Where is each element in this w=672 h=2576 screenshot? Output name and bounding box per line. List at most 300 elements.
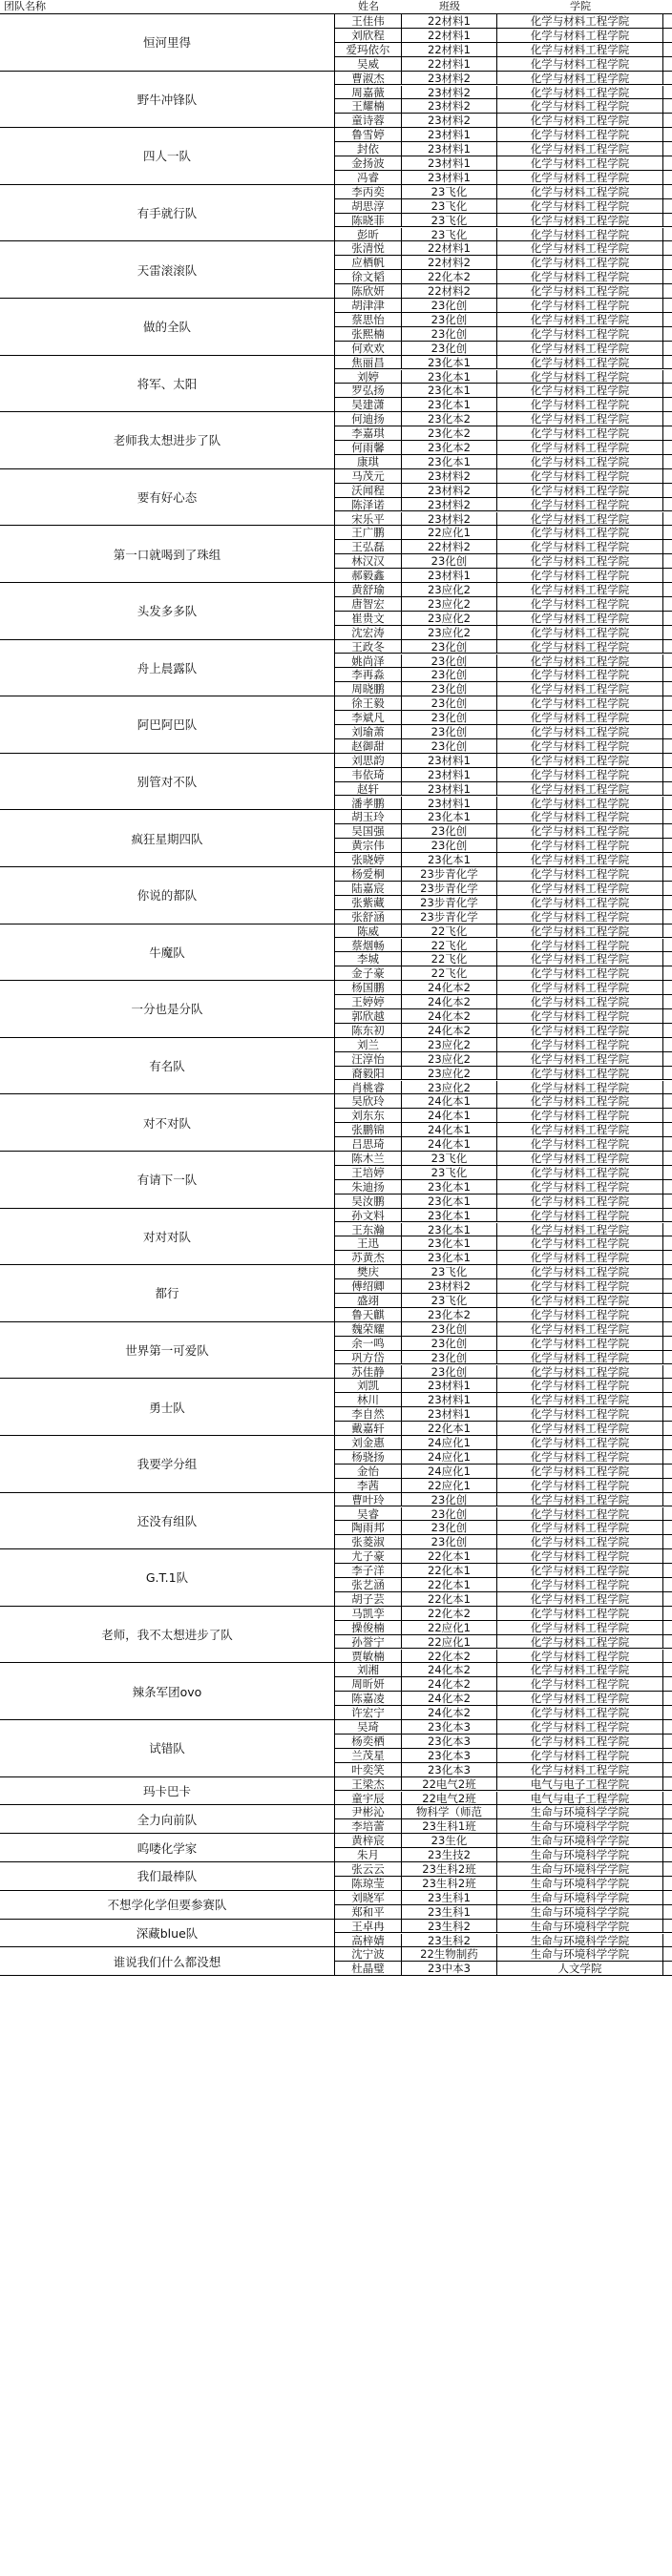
member-school-cell: 化学与材料工程学院 (497, 1592, 663, 1606)
member-school-cell: 化学与材料工程学院 (497, 398, 663, 411)
member-name-cell: 余一鸣 (335, 1337, 402, 1350)
member-name-cell: 张鹏锦 (335, 1123, 402, 1136)
member-school-cell: 化学与材料工程学院 (497, 839, 663, 852)
table-row (335, 455, 672, 469)
table-row (335, 1535, 672, 1549)
table-row (335, 810, 672, 824)
table-row (335, 1109, 672, 1123)
member-school-cell: 化学与材料工程学院 (497, 57, 663, 71)
member-name-cell: 张晓婷 (335, 853, 402, 866)
table-row (335, 1819, 672, 1834)
member-class-cell: 23飞化 (402, 214, 497, 227)
table-row (335, 14, 672, 29)
member-name-cell: 崔贵文 (335, 612, 402, 625)
member-school-cell: 化学与材料工程学院 (497, 1578, 663, 1591)
member-name-cell: 张菱淑 (335, 1535, 402, 1548)
table-row (335, 342, 672, 356)
member-class-cell: 23生科2班 (402, 1877, 497, 1890)
member-class-cell: 23材料1 (402, 156, 497, 170)
member-class-cell: 22材料1 (402, 241, 497, 255)
member-class-cell: 23材料1 (402, 142, 497, 156)
member-name-cell: 封依 (335, 142, 402, 156)
member-school-cell: 化学与材料工程学院 (497, 299, 663, 312)
member-class-cell: 23材料1 (402, 1379, 497, 1392)
table-row (335, 1763, 672, 1777)
member-name-cell: 沈宏涛 (335, 626, 402, 639)
member-class-cell: 22电气2班 (402, 1777, 497, 1791)
member-class-cell: 23生技2 (402, 1848, 497, 1861)
member-name-cell: 刘东东 (335, 1109, 402, 1122)
table-row (335, 1777, 672, 1792)
member-name-cell: 刘兰 (335, 1038, 402, 1051)
member-class-cell: 23化创 (402, 654, 497, 668)
member-school-cell: 化学与材料工程学院 (497, 1407, 663, 1421)
member-name-cell: 操俊楠 (335, 1621, 402, 1634)
table-row (335, 1792, 672, 1806)
member-class-cell: 23飞化 (402, 199, 497, 213)
member-class-cell: 22化本2 (402, 270, 497, 283)
table-row (335, 1891, 672, 1905)
member-school-cell: 化学与材料工程学院 (497, 1465, 663, 1478)
member-class-cell: 23生科1班 (402, 1819, 497, 1833)
member-name-cell: 李茜 (335, 1479, 402, 1492)
member-class-cell: 23材料2 (402, 86, 497, 99)
member-school-cell: 化学与材料工程学院 (497, 128, 663, 141)
member-school-cell: 化学与材料工程学院 (497, 1450, 663, 1464)
member-school-cell: 化学与材料工程学院 (497, 484, 663, 497)
member-name-cell: 陈晓菲 (335, 214, 402, 227)
member-school-cell: 化学与材料工程学院 (497, 1209, 663, 1222)
member-name-cell: 徐文韬 (335, 270, 402, 283)
table-row (335, 583, 672, 597)
member-school-cell: 化学与材料工程学院 (497, 342, 663, 355)
member-school-cell: 化学与材料工程学院 (497, 1621, 663, 1634)
member-class-cell: 22材料1 (402, 57, 497, 71)
member-name-cell: 刘晓军 (335, 1891, 402, 1904)
member-class-cell: 24化本2 (402, 981, 497, 994)
member-name-cell: 魏荣耀 (335, 1322, 402, 1336)
table-row (335, 327, 672, 342)
member-name-cell: 王卓冉 (335, 1920, 402, 1933)
member-name-cell: 蔡烟畅 (335, 939, 402, 952)
member-name-cell: 沈宁波 (335, 1947, 402, 1961)
member-school-cell: 化学与材料工程学院 (497, 1038, 663, 1051)
member-name-cell: 杨奕栖 (335, 1735, 402, 1748)
member-class-cell: 23材料1 (402, 782, 497, 796)
table-row (335, 768, 672, 782)
table-row (335, 612, 672, 626)
member-school-cell: 化学与材料工程学院 (497, 1152, 663, 1165)
table-row (335, 1749, 672, 1763)
member-school-cell: 化学与材料工程学院 (497, 952, 663, 966)
member-name-cell: 金怡 (335, 1465, 402, 1478)
member-name-cell: 曹叶玲 (335, 1493, 402, 1506)
table-row (335, 1635, 672, 1650)
member-name-cell: 陈东初 (335, 1024, 402, 1037)
member-school-cell: 化学与材料工程学院 (497, 1024, 663, 1037)
table-row (335, 1067, 672, 1081)
member-name-cell: 肖桃睿 (335, 1081, 402, 1094)
member-school-cell: 化学与材料工程学院 (497, 1052, 663, 1066)
member-class-cell: 23化创 (402, 725, 497, 738)
member-name-cell: 黄宗伟 (335, 839, 402, 852)
member-school-cell: 化学与材料工程学院 (497, 867, 663, 881)
member-name-cell: 唐智宏 (335, 597, 402, 611)
member-school-cell: 化学与材料工程学院 (497, 498, 663, 511)
member-class-cell: 23化本1 (402, 398, 497, 411)
member-school-cell: 化学与材料工程学院 (497, 171, 663, 184)
member-school-cell: 化学与材料工程学院 (497, 270, 663, 283)
team-name-cell: 做的全队 (0, 299, 335, 356)
member-school-cell: 化学与材料工程学院 (497, 1706, 663, 1719)
member-name-cell: 高梓婧 (335, 1934, 402, 1947)
member-school-cell: 化学与材料工程学院 (497, 1422, 663, 1435)
table-row (335, 995, 672, 1009)
member-school-cell: 化学与材料工程学院 (497, 29, 663, 42)
team-name-cell: 四人一队 (0, 128, 335, 185)
member-name-cell: 吕思琦 (335, 1137, 402, 1151)
member-school-cell: 化学与材料工程学院 (497, 1009, 663, 1023)
member-class-cell: 23化本1 (402, 1180, 497, 1194)
member-class-cell: 23化创 (402, 1365, 497, 1379)
member-name-cell: 刘凯 (335, 1379, 402, 1392)
table-row (335, 1663, 672, 1677)
member-class-cell: 23化创 (402, 640, 497, 654)
table-row (335, 1393, 672, 1407)
member-name-cell: 李嘉琪 (335, 426, 402, 440)
team-name-cell: 恒河里得 (0, 14, 335, 72)
member-school-cell: 化学与材料工程学院 (497, 1507, 663, 1521)
member-class-cell: 22电气2班 (402, 1792, 497, 1805)
member-class-cell: 23生科2 (402, 1934, 497, 1947)
member-name-cell: 刘欣程 (335, 29, 402, 42)
member-school-cell: 生命与环境科学学院 (497, 1920, 663, 1933)
member-class-cell: 23化创 (402, 668, 497, 681)
member-class-cell: 23材料2 (402, 512, 497, 526)
member-class-cell: 24化本2 (402, 1663, 497, 1676)
member-name-cell: 郭欣越 (335, 1009, 402, 1023)
table-row (335, 412, 672, 426)
member-class-cell: 物科学（师范 (402, 1805, 497, 1818)
member-name-cell: 张熙楠 (335, 327, 402, 341)
team-name-cell: 头发多多队 (0, 583, 335, 640)
member-name-cell: 刘婷 (335, 370, 402, 384)
member-school-cell: 化学与材料工程学院 (497, 1650, 663, 1663)
member-class-cell: 23化本3 (402, 1720, 497, 1734)
table-row (335, 214, 672, 228)
table-row (335, 782, 672, 797)
member-class-cell: 23化创 (402, 299, 497, 312)
table-row (335, 1706, 672, 1720)
table-row (335, 171, 672, 185)
member-class-cell: 22材料1 (402, 43, 497, 56)
table-row (335, 1052, 672, 1067)
member-school-cell: 化学与材料工程学院 (497, 1195, 663, 1208)
member-school-cell: 化学与材料工程学院 (497, 384, 663, 397)
member-name-cell: 吴睿 (335, 1507, 402, 1521)
team-name-cell: 有手就行队 (0, 185, 335, 242)
member-school-cell: 化学与材料工程学院 (497, 441, 663, 454)
member-name-cell: 李子洋 (335, 1564, 402, 1577)
member-name-cell: 陈嘉凌 (335, 1692, 402, 1705)
table-row (335, 29, 672, 43)
member-class-cell: 23飞化 (402, 228, 497, 241)
member-name-cell: 王培婷 (335, 1166, 402, 1179)
member-name-cell: 李培蕾 (335, 1819, 402, 1833)
member-name-cell: 马凯孪 (335, 1607, 402, 1620)
member-class-cell: 23化创 (402, 839, 497, 852)
team-name-cell: 第一口就喝到了珠组 (0, 526, 335, 583)
member-class-cell: 23化创 (402, 711, 497, 724)
member-school-cell: 化学与材料工程学院 (497, 327, 663, 341)
table-row (335, 1720, 672, 1735)
member-class-cell: 23材料2 (402, 484, 497, 497)
member-name-cell: 兰茂星 (335, 1749, 402, 1762)
member-name-cell: 张云云 (335, 1862, 402, 1876)
member-class-cell: 24化本1 (402, 1109, 497, 1122)
member-name-cell: 孙誉宁 (335, 1635, 402, 1649)
member-class-cell: 23生科1 (402, 1905, 497, 1919)
table-row (335, 57, 672, 72)
table-row (335, 952, 672, 966)
team-name-cell: 天雷滚滚队 (0, 241, 335, 299)
table-row (335, 426, 672, 441)
member-name-cell: 林汉汉 (335, 554, 402, 568)
member-name-cell: 王政冬 (335, 640, 402, 654)
member-class-cell: 23步青化学 (402, 910, 497, 924)
member-name-cell: 黄梓宸 (335, 1834, 402, 1847)
member-name-cell: 朱迪扬 (335, 1180, 402, 1194)
member-class-cell: 23材料1 (402, 1393, 497, 1406)
member-name-cell: 陆嘉宸 (335, 882, 402, 895)
table-row (335, 199, 672, 214)
team-name-cell: 野牛冲锋队 (0, 72, 335, 129)
table-row (335, 981, 672, 995)
member-name-cell: 王婷婷 (335, 995, 402, 1008)
member-name-cell: 蔡思怡 (335, 313, 402, 326)
member-school-cell: 化学与材料工程学院 (497, 768, 663, 781)
member-name-cell: 王广鹏 (335, 526, 402, 539)
member-class-cell: 22飞化 (402, 966, 497, 980)
member-class-cell: 23化本3 (402, 1735, 497, 1748)
team-name-cell: 我们最棒队 (0, 1862, 335, 1891)
member-name-cell: 胡玉玲 (335, 810, 402, 823)
member-class-cell: 23材料1 (402, 171, 497, 184)
member-name-cell: 彭昕 (335, 228, 402, 241)
member-school-cell: 化学与材料工程学院 (497, 739, 663, 753)
table-row (335, 1094, 672, 1109)
member-school-cell: 化学与材料工程学院 (497, 1294, 663, 1307)
member-name-cell: 刘瑜萧 (335, 725, 402, 738)
member-name-cell: 应栖帆 (335, 256, 402, 269)
table-row (335, 1650, 672, 1664)
member-class-cell: 23材料2 (402, 498, 497, 511)
table-row (335, 754, 672, 768)
table-row (335, 711, 672, 725)
table-row (335, 1024, 672, 1038)
team-name-cell: 老师我太想进步了队 (0, 412, 335, 469)
table-row (335, 1123, 672, 1137)
member-class-cell: 23化本3 (402, 1763, 497, 1776)
member-school-cell: 生命与环境科学学院 (497, 1877, 663, 1890)
member-school-cell: 化学与材料工程学院 (497, 1436, 663, 1449)
member-school-cell: 化学与材料工程学院 (497, 256, 663, 269)
table-row (335, 966, 672, 981)
team-name-cell: 深藏blue队 (0, 1920, 335, 1948)
table-row (335, 1578, 672, 1592)
member-school-cell: 化学与材料工程学院 (497, 824, 663, 838)
member-name-cell: 陈威 (335, 924, 402, 938)
team-name-cell: 勇士队 (0, 1379, 335, 1436)
member-name-cell: 苏黄杰 (335, 1251, 402, 1264)
member-name-cell: 姚尚泽 (335, 654, 402, 668)
member-class-cell: 23步青化学 (402, 882, 497, 895)
table-row (335, 114, 672, 128)
table-row (335, 156, 672, 171)
member-class-cell: 24化本1 (402, 1123, 497, 1136)
member-class-cell: 22材料1 (402, 14, 497, 28)
member-class-cell: 23材料1 (402, 1407, 497, 1421)
member-name-cell: 陈泽诺 (335, 498, 402, 511)
table-row (335, 1549, 672, 1564)
member-class-cell: 23化创 (402, 342, 497, 355)
table-row (335, 1947, 672, 1962)
member-class-cell: 23应化2 (402, 597, 497, 611)
member-name-cell: 刘金惠 (335, 1436, 402, 1449)
table-row (335, 554, 672, 569)
table-row (335, 1223, 672, 1237)
member-name-cell: 王佳伟 (335, 14, 402, 28)
member-school-cell: 生命与环境科学学院 (497, 1905, 663, 1919)
member-school-cell: 化学与材料工程学院 (497, 896, 663, 909)
member-school-cell: 生命与环境科学学院 (497, 1834, 663, 1847)
member-school-cell: 生命与环境科学学院 (497, 1805, 663, 1818)
member-class-cell: 23应化2 (402, 1081, 497, 1094)
member-school-cell: 化学与材料工程学院 (497, 284, 663, 298)
table-row (335, 313, 672, 327)
member-class-cell: 22飞化 (402, 939, 497, 952)
member-class-cell: 23化本1 (402, 455, 497, 468)
member-class-cell: 23材料1 (402, 569, 497, 582)
member-class-cell: 23应化2 (402, 612, 497, 625)
member-school-cell: 化学与材料工程学院 (497, 1479, 663, 1492)
member-class-cell: 23化本2 (402, 441, 497, 454)
member-class-cell: 23飞化 (402, 1166, 497, 1179)
member-school-cell: 化学与材料工程学院 (497, 72, 663, 85)
table-row (335, 1962, 672, 1976)
table-row (335, 867, 672, 882)
team-name-cell: 我要学分组 (0, 1436, 335, 1493)
member-class-cell: 22材料2 (402, 284, 497, 298)
member-class-cell: 22化本2 (402, 1650, 497, 1663)
member-class-cell: 23材料2 (402, 469, 497, 483)
member-class-cell: 22化本1 (402, 1422, 497, 1435)
table-row (335, 512, 672, 527)
member-school-cell: 生命与环境科学学院 (497, 1819, 663, 1833)
member-class-cell: 23化创 (402, 1535, 497, 1548)
table-row (335, 1038, 672, 1052)
table-row (335, 682, 672, 696)
table-row (335, 797, 672, 811)
member-name-cell: 李丙奕 (335, 185, 402, 198)
member-school-cell: 化学与材料工程学院 (497, 1137, 663, 1151)
member-class-cell: 24化本2 (402, 1677, 497, 1691)
team-name-cell: 别管对不队 (0, 754, 335, 811)
table-row (335, 1265, 672, 1279)
header-school: 学院 (570, 0, 591, 12)
member-name-cell: 马茂元 (335, 469, 402, 483)
member-class-cell: 23化本1 (402, 370, 497, 384)
table-row (335, 739, 672, 754)
member-class-cell: 23生科2 (402, 1920, 497, 1933)
table-row (335, 469, 672, 484)
member-school-cell: 化学与材料工程学院 (497, 1692, 663, 1705)
member-class-cell: 23材料2 (402, 1279, 497, 1293)
member-school-cell: 化学与材料工程学院 (497, 853, 663, 866)
member-name-cell: 李自然 (335, 1407, 402, 1421)
member-class-cell: 23化创 (402, 313, 497, 326)
table-row (335, 924, 672, 939)
table-row (335, 1166, 672, 1180)
member-class-cell: 23应化2 (402, 1038, 497, 1051)
member-school-cell: 化学与材料工程学院 (497, 241, 663, 255)
table-row (335, 1436, 672, 1450)
member-class-cell: 23化本2 (402, 1308, 497, 1321)
member-name-cell: 陈琼莹 (335, 1877, 402, 1890)
member-school-cell: 化学与材料工程学院 (497, 1279, 663, 1293)
team-name-cell: 一分也是分队 (0, 981, 335, 1038)
member-class-cell: 23化本1 (402, 1209, 497, 1222)
team-name-cell: 世界第一可爱队 (0, 1322, 335, 1380)
table-row (335, 256, 672, 270)
member-name-cell: 叶奕笑 (335, 1763, 402, 1776)
member-class-cell: 23材料2 (402, 114, 497, 127)
member-class-cell: 22应化1 (402, 1479, 497, 1492)
member-name-cell: 贾敏楠 (335, 1650, 402, 1663)
table-row (335, 1152, 672, 1166)
member-school-cell: 化学与材料工程学院 (497, 981, 663, 994)
member-school-cell: 化学与材料工程学院 (497, 14, 663, 28)
member-name-cell: 金扬波 (335, 156, 402, 170)
table-row (335, 1479, 672, 1493)
team-name-cell: 舟上晨露队 (0, 640, 335, 697)
member-class-cell: 24化本2 (402, 1024, 497, 1037)
member-name-cell: 朱月 (335, 1848, 402, 1861)
member-name-cell: 吴建潇 (335, 398, 402, 411)
member-school-cell: 化学与材料工程学院 (497, 1337, 663, 1350)
member-school-cell: 化学与材料工程学院 (497, 1180, 663, 1194)
member-school-cell: 化学与材料工程学院 (497, 966, 663, 980)
table-row (335, 654, 672, 669)
member-school-cell: 化学与材料工程学院 (497, 797, 663, 810)
member-name-cell: 何迪扬 (335, 412, 402, 426)
member-school-cell: 化学与材料工程学院 (497, 1493, 663, 1506)
member-name-cell: 张艺涵 (335, 1578, 402, 1591)
table-row (335, 441, 672, 455)
member-name-cell: 冯睿 (335, 171, 402, 184)
team-name-cell: 对不对队 (0, 1094, 335, 1152)
member-school-cell: 化学与材料工程学院 (497, 43, 663, 56)
member-school-cell: 化学与材料工程学院 (497, 924, 663, 938)
team-name-cell: G.T.1队 (0, 1549, 335, 1607)
table-row (335, 725, 672, 739)
table-row (335, 569, 672, 583)
member-class-cell: 23化本1 (402, 810, 497, 823)
member-class-cell: 23化创 (402, 1322, 497, 1336)
member-class-cell: 22应化1 (402, 1621, 497, 1634)
member-name-cell: 尹彬沁 (335, 1805, 402, 1818)
table-row (335, 484, 672, 498)
